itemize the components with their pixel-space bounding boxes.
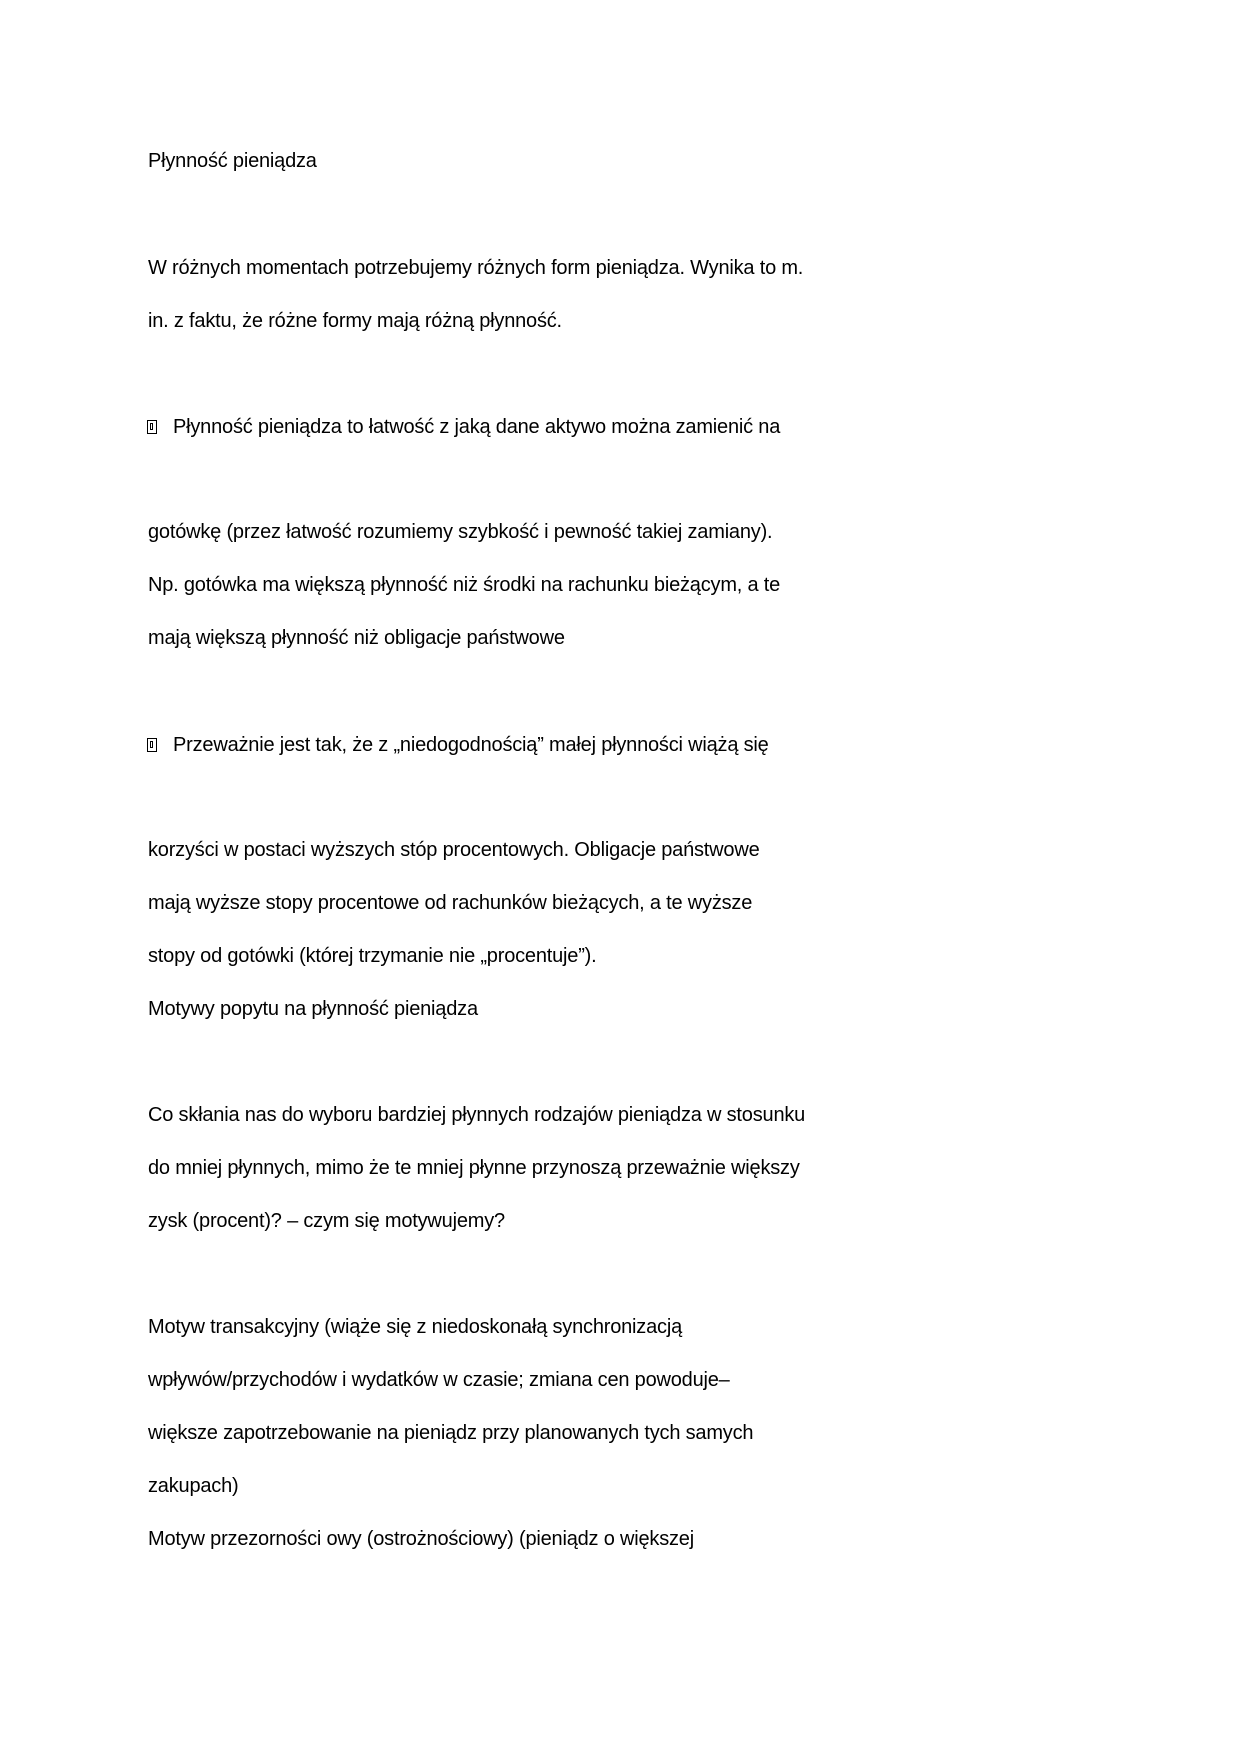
text-line-1: W różnych momentach potrzebujemy różnych form pieniądza. Wynika to m. bbox=[148, 257, 804, 279]
document-title: Płynność pieniądza bbox=[148, 150, 317, 172]
text-line-18: zakupach) bbox=[148, 1475, 239, 1497]
section-heading-motives: Motywy popytu na płynność pieniądza bbox=[148, 998, 478, 1020]
bullet-item-2 bbox=[147, 732, 769, 758]
text-line-14: zysk (procent)? – czym się motywujemy? bbox=[148, 1210, 505, 1232]
text-line-13: do mniej płynnych, mimo że te mniej płynne przynoszą przeważnie większy bbox=[148, 1157, 800, 1179]
text-line-9: mają wyższe stopy procentowe od rachunków bieżących, a te wyższe bbox=[148, 892, 753, 914]
text-line-16: wpływów/przychodów i wydatków w czasie; zmiana cen powoduje– bbox=[148, 1369, 730, 1391]
bullet-item-1 bbox=[147, 414, 780, 440]
bullet-item-2-text: Przeważnie jest tak, że z „niedogodnością” małej płynności wiążą się bbox=[173, 734, 769, 756]
missing-glyph-bullet-icon bbox=[147, 420, 157, 434]
text-line-6: mają większą płynność niż obligacje państwowe bbox=[148, 627, 565, 649]
text-line-4: gotówkę (przez łatwość rozumiemy szybkość i pewność takiej zamiany). bbox=[148, 521, 773, 543]
text-line-10: stopy od gotówki (której trzymanie nie „procentuje”). bbox=[148, 945, 597, 967]
text-line-12: Co skłania nas do wyboru bardziej płynnych rodzajów pieniądza w stosunku bbox=[148, 1104, 806, 1126]
text-line-8: korzyści w postaci wyższych stóp procentowych. Obligacje państwowe bbox=[148, 839, 760, 861]
text-line-2: in. z faktu, że różne formy mają różną płynność. bbox=[148, 310, 562, 332]
text-line-17: większe zapotrzebowanie na pieniądz przy planowanych tych samych bbox=[148, 1422, 754, 1444]
text-line-19: Motyw przezorności owy (ostrożnościowy) (pieniądz o większej bbox=[148, 1528, 694, 1550]
missing-glyph-bullet-icon bbox=[147, 738, 157, 752]
text-line-15: Motyw transakcyjny (wiąże się z niedoskonałą synchronizacją bbox=[148, 1316, 682, 1338]
text-line-5: Np. gotówka ma większą płynność niż środki na rachunku bieżącym, a te bbox=[148, 574, 781, 596]
bullet-item-1-text: Płynność pieniądza to łatwość z jaką dane aktywo można zamienić na bbox=[173, 416, 781, 438]
